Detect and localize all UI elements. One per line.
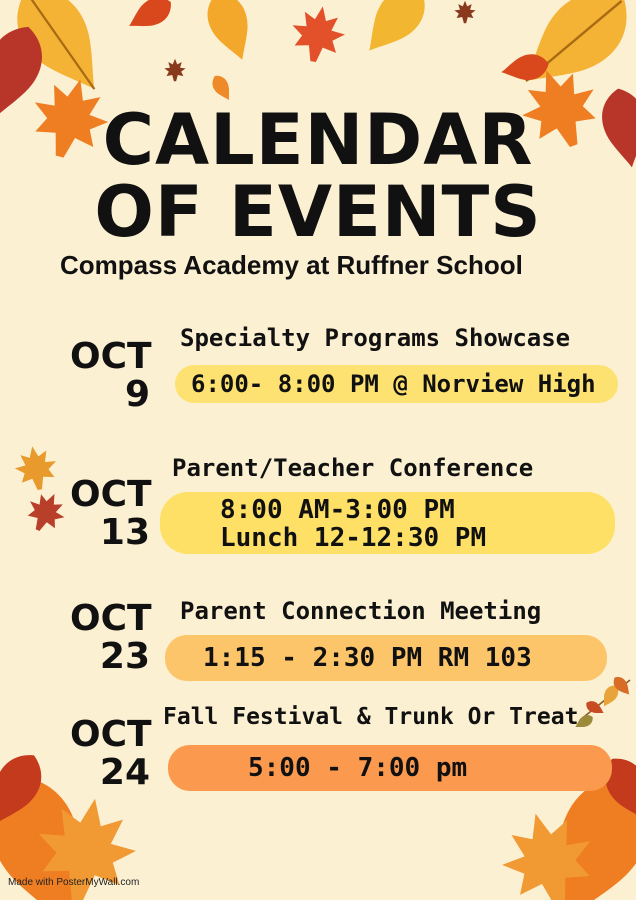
maple-leaf-icon bbox=[20, 486, 71, 538]
leaf-icon bbox=[123, 0, 177, 37]
credit-text: Made with PosterMyWall.com bbox=[8, 877, 140, 888]
event-detail: 8:00 AM-3:00 PM bbox=[220, 495, 455, 525]
leaf-icon bbox=[200, 0, 260, 66]
event-month: OCT bbox=[70, 714, 152, 755]
title-line-1: CALENDAR bbox=[102, 99, 534, 181]
event-day: 24 bbox=[99, 752, 150, 793]
event-title: Fall Festival & Trunk Or Treat bbox=[163, 704, 579, 730]
event-detail: Lunch 12-12:30 PM bbox=[220, 523, 487, 553]
event-day: 13 bbox=[99, 512, 150, 553]
event-month: OCT bbox=[70, 336, 152, 377]
event-time-pill bbox=[168, 745, 612, 791]
subtitle: Compass Academy at Ruffner School bbox=[60, 250, 523, 280]
star-anise-icon bbox=[454, 1, 475, 23]
event-date bbox=[70, 600, 150, 676]
star-anise-icon bbox=[164, 59, 185, 81]
event-date bbox=[70, 476, 150, 552]
event-month: OCT bbox=[70, 598, 152, 639]
event-detail: 5:00 - 7:00 pm bbox=[248, 753, 468, 783]
leaf-icon bbox=[353, 0, 437, 64]
event-time-pill bbox=[165, 635, 607, 681]
event-detail: 1:15 - 2:30 PM RM 103 bbox=[203, 643, 532, 673]
leaf-branch-icon bbox=[573, 674, 634, 732]
event-time-pill bbox=[175, 365, 618, 403]
maple-leaf-icon bbox=[12, 443, 61, 494]
maple-leaf-icon bbox=[287, 2, 349, 66]
event-date bbox=[70, 338, 150, 414]
event-title: Parent/Teacher Conference bbox=[172, 454, 534, 482]
event-title: Specialty Programs Showcase bbox=[180, 324, 571, 352]
event-day: 23 bbox=[99, 636, 150, 677]
event-detail: 6:00- 8:00 PM @ Norview High bbox=[191, 370, 596, 398]
event-time-pill bbox=[160, 492, 615, 554]
event-month: OCT bbox=[70, 474, 152, 515]
event-day: 9 bbox=[124, 374, 150, 415]
title-line-2: OF EVENTS bbox=[94, 171, 542, 253]
event-date bbox=[70, 716, 150, 792]
event-title: Parent Connection Meeting bbox=[180, 597, 542, 625]
